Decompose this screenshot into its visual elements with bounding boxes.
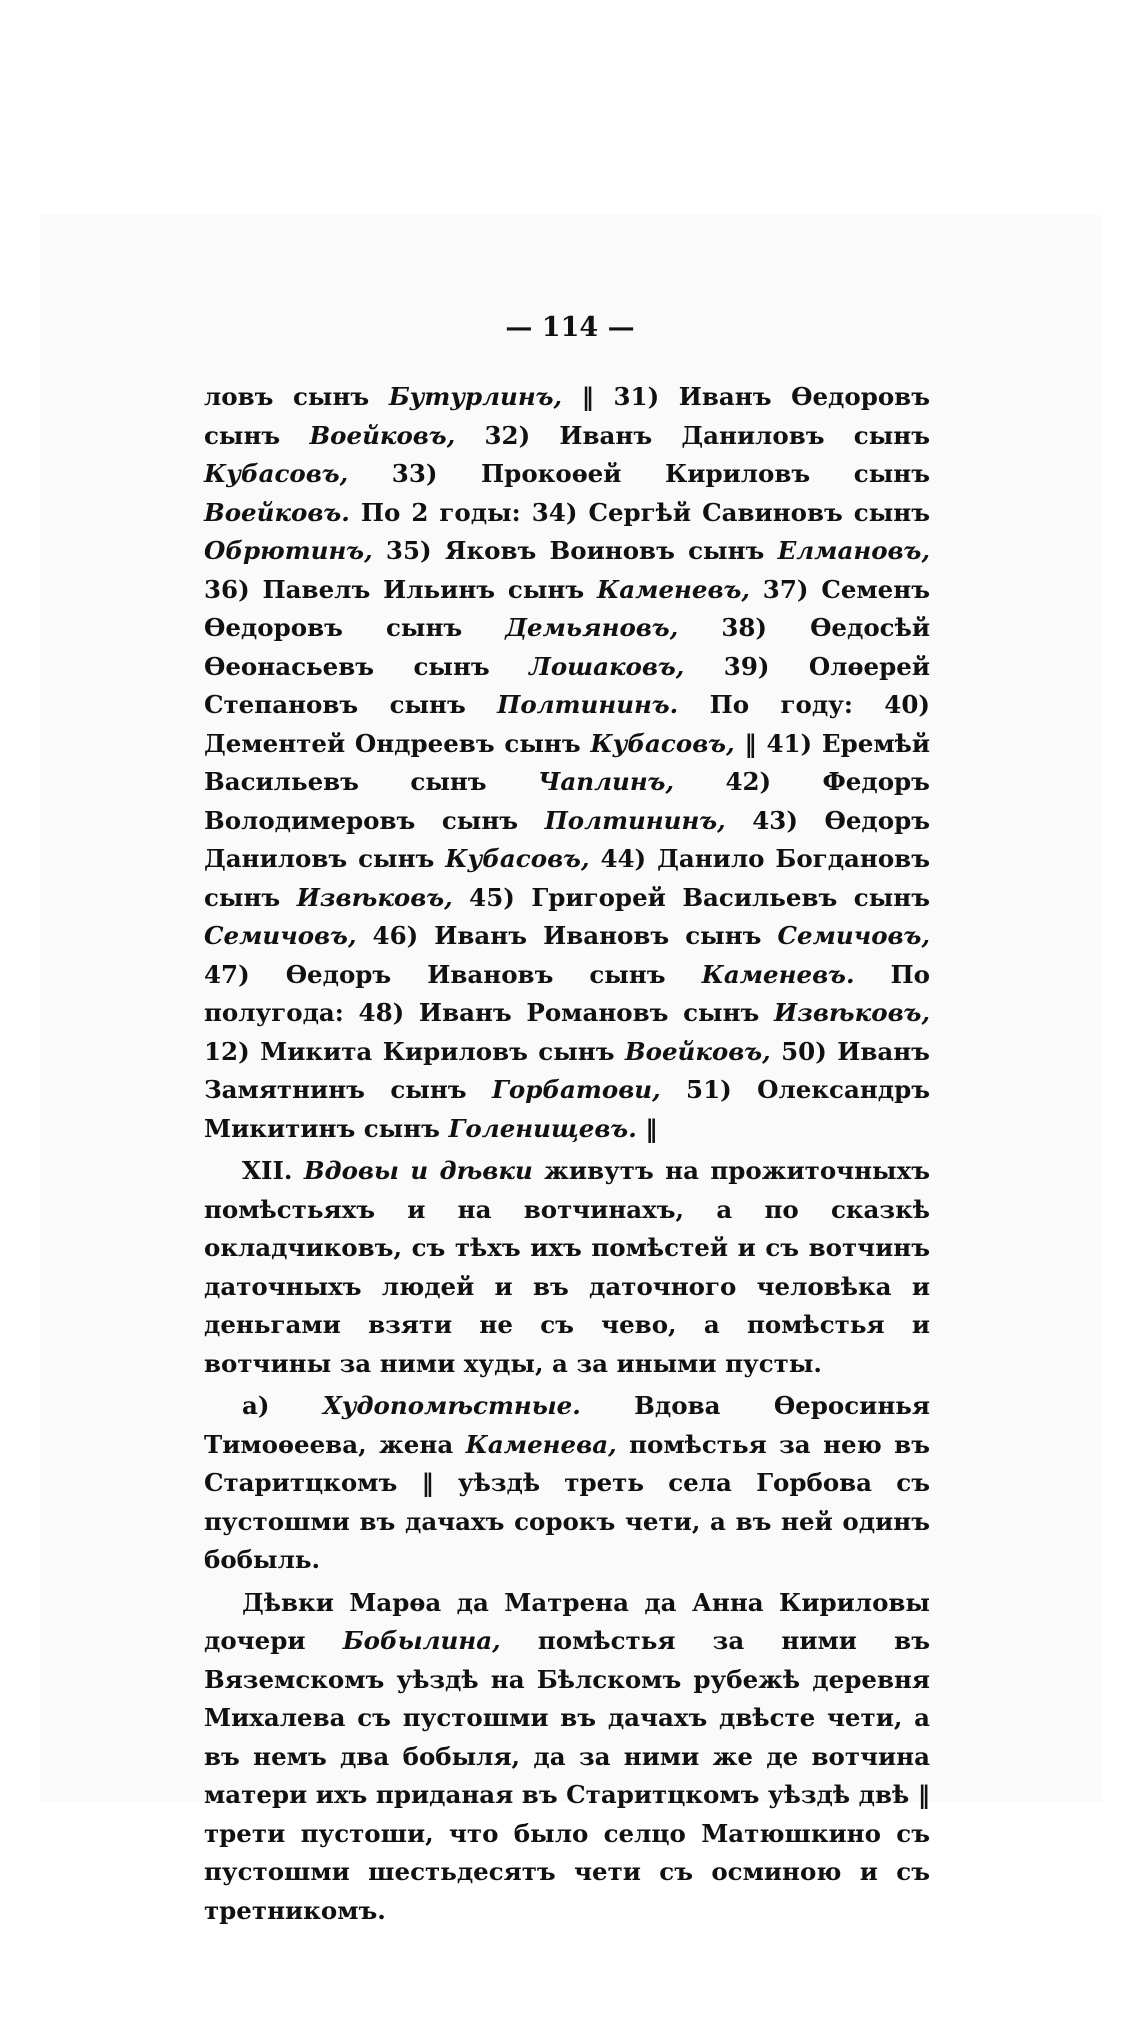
italic-name: Воейковъ, [624,1036,771,1066]
italic-name: Худопомѣстные. [322,1391,581,1420]
italic-name: Кубасовъ, [204,459,349,488]
italic-name: Семичовъ, [204,921,357,950]
text-span: 33) Прокоѳей Кириловъ сынъ [348,459,930,488]
text-span: 12) Микита Кириловъ сынъ [204,1036,625,1066]
italic-name: Чаплинъ, [538,767,675,796]
text-span: Дѣвки Марѳа да Матрена да Анна Кириловы дочери [204,1587,930,1655]
text-span: 32) Иванъ Даниловъ сынъ [455,420,931,450]
text-span: 43) Ѳедоръ Даниловъ сынъ [204,805,930,873]
page-number: — 114 — [505,312,635,343]
italic-name: Воейковъ, [309,420,456,450]
text-span: 42) Федоръ Володимеровъ сынъ [204,767,930,835]
text-span: ловъ сынъ [204,382,389,411]
italic-name: Каменевъ, [596,574,750,604]
text-span: 50) Иванъ Замятнинъ сынъ [204,1036,930,1104]
text-span: XII. [242,1156,304,1185]
italic-name: Вдовы и дѣвки [303,1156,533,1185]
text-body [204,378,930,1930]
italic-name: Голенищевъ. [448,1113,637,1143]
text-span: 46) Иванъ Ивановъ сынъ [356,921,778,950]
paragraph [204,1584,930,1931]
italic-name: Обрютинъ, [204,536,373,565]
italic-name: Демьяновъ, [505,613,679,642]
text-span: По полугода: 48) Иванъ Романовъ сынъ [204,959,931,1027]
text-span: 38) Ѳедосѣй Ѳеонасьевъ сынъ [204,613,930,681]
text-span: помѣстья за нею въ Старитцкомъ ‖ уѣздѣ треть села Горбова съ пустошми въ дачахъ сорокъ чети, а въ ней одинъ бобыль. [204,1429,930,1574]
italic-name: Горбатови, [491,1075,661,1104]
text-span: ‖ 41) Еремѣй Васильевъ сынъ [204,728,930,796]
italic-name: Извѣковъ, [774,998,930,1027]
text-span: а) [242,1391,323,1420]
italic-name: Кубасовъ, [590,728,735,758]
text-span: 44) Данило Богдановъ сынъ [204,844,930,912]
paragraph [204,378,930,1148]
paragraph [204,1387,930,1580]
text-span: 39) Олѳерей Степановъ сынъ [204,651,931,719]
italic-name: Кубасовъ, [445,844,590,873]
text-span: живутъ на прожиточныхъ помѣстьяхъ и на вотчинахъ, а по сказкѣ окладчиковъ, съ тѣхъ ихъ помѣстей и съ вотчинъ даточныхъ людей и въ даточного человѣка и деньгами взяти не съ чево, а помѣстья и вотчины за ними худы, а за иными пусты. [204,1156,930,1378]
text-span: По 2 годы: 34) Сергѣй Савиновъ сынъ [349,497,930,527]
italic-name: Каменева, [465,1429,617,1459]
text-span: 35) Яковъ Воиновъ сынъ [372,536,778,565]
italic-name: Бобылина, [342,1626,501,1655]
italic-name: Бутурлинъ, [388,382,563,411]
text-span: 51) Олександръ Микитинъ сынъ [204,1075,931,1143]
italic-name: Лошаковъ, [529,651,685,681]
italic-name: Извѣковъ, [296,882,453,912]
text-span: 45) Григорей Васильевъ сынъ [452,882,931,912]
text-span: 47) Ѳедоръ Ивановъ сынъ [204,959,702,989]
italic-name: Полтининъ, [544,805,726,835]
text-span: 36) Павелъ Ильинъ сынъ [204,574,597,604]
text-span: ‖ [636,1113,658,1143]
text-span: 37) Семенъ Ѳедоровъ сынъ [204,574,930,642]
text-span: По году: 40) Дементей Ондреевъ сынъ [204,690,930,758]
italic-name: Воейковъ. [204,497,350,527]
text-span: Вдова Ѳеросинья Тимоѳеева, жена [204,1391,930,1459]
italic-name: Каменевъ. [701,959,855,989]
italic-name: Полтининъ. [497,690,679,719]
italic-name: Семичовъ, [777,921,930,950]
text-span: ‖ 31) Иванъ Ѳедоровъ сынъ [204,382,930,450]
paragraph [204,1152,930,1383]
italic-name: Елмановъ, [777,536,930,565]
text-span: помѣстья за ними въ Вяземскомъ уѣздѣ на Бѣлскомъ рубежѣ деревня Михалева съ пустошми въ дачахъ двѣсте чети, а въ немъ два бобыля, да за ними же де вотчина матери ихъ приданая въ Старитцкомъ уѣздѣ двѣ ‖ трети пустоши, что было селцо Матюшкино съ пустошми шестьдесятъ чети съ осминою и съ третникомъ. [204,1626,930,1925]
